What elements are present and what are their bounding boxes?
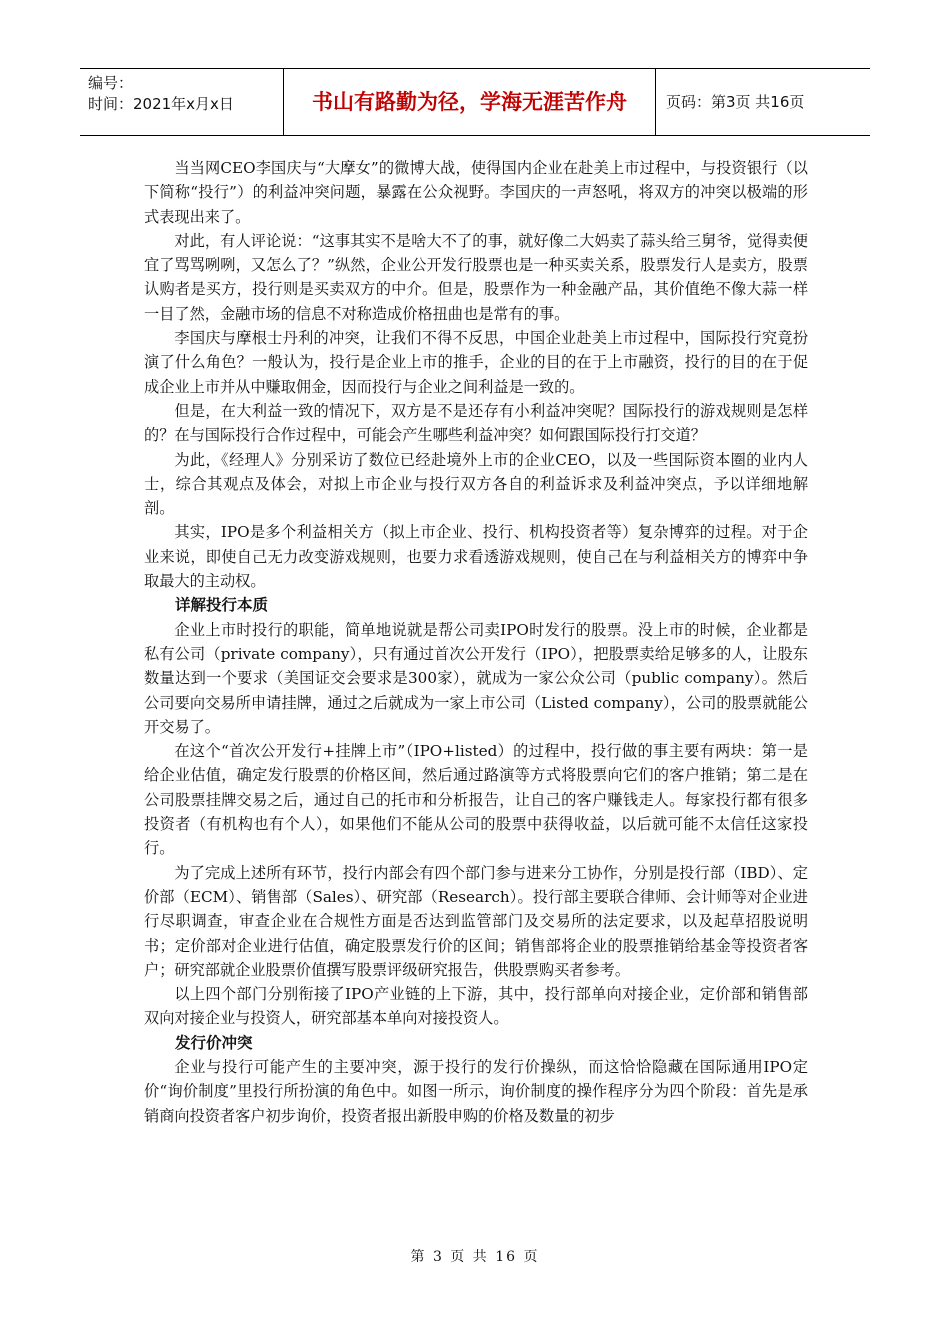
header-motto: 书山有路勤为径，学海无涯苦作舟 xyxy=(284,69,656,135)
number-label: 编号： xyxy=(88,74,134,92)
header-meta-cell xyxy=(80,69,284,135)
paragraph: 以上四个部门分别衔接了IPO产业链的上下游，其中，投行部单向对接企业，定价部和销售部双向对接企业与投资人，研究部基本单向对接投资人。 xyxy=(144,985,808,1028)
paragraph: 但是，在大利益一致的情况下，双方是不是还存有小利益冲突呢？国际投行的游戏规则是怎样的？在与国际投行合作过程中，可能会产生哪些利益冲突？如何跟国际投行打交道？ xyxy=(144,401,808,445)
paragraph: 李国庆与摩根士丹利的冲突，让我们不得不反思，中国企业赴美上市过程中，国际投行究竟扮演了什么角色？一般认为，投行是企业上市的推手，企业的目的在于上市融资，投行的目的在于促成企业上市并从中赚取佣金，因而投行与企业之间利益是一致的。 xyxy=(144,329,808,396)
paragraph: 对此，有人评论说：“这事其实不是啥大不了的事，就好像二大妈卖了蒜头给三舅爷，觉得卖便宜了骂骂咧咧，又怎么了？”纵然，企业公开发行股票也是一种买卖关系，股票发行人是卖方，股票认购者是买方，投行则是买卖双方的中介。但是，股票作为一种金融产品，其价值绝不像大蒜一样一目了然，金融市场的信息不对称造成价格扭曲也是常有的事。 xyxy=(144,231,808,323)
paragraph: 为了完成上述所有环节，投行内部会有四个部门参与进来分工协作，分别是投行部（IBD）、定价部（ECM）、销售部（Sales）、研究部（Research）。投行部主要联合律师、会计师等对企业进行尽职调查，审查企业在合规性方面是否达到监管部门及交易所的法定要求，以及起草招股说明书；定价部对企业进行估值，确定股票发行价的区间；销售部将企业的股票推销给基金等投资者客户；研究部就企业股票价值撰写股票评级研究报告，供股票购买者参考。 xyxy=(144,863,808,979)
paragraph: 企业与投行可能产生的主要冲突，源于投行的发行价操纵，而这恰恰隐藏在国际通用IPO定价“询价制度”里投行所扮演的角色中。如图一所示，询价制度的操作程序分为四个阶段：首先是承销商向投资者客户初步询价，投资者报出新股申购的价格及数量的初步 xyxy=(144,1057,808,1125)
page-footer: 第 3 页 共 16 页 xyxy=(410,1249,540,1265)
document-body xyxy=(144,156,808,1128)
section-heading: 发行价冲突 xyxy=(175,1033,253,1052)
header-page-label: 页码：第3页 共16页 xyxy=(666,93,805,111)
section-heading: 详解投行本质 xyxy=(175,596,269,615)
paragraph: 在这个“首次公开发行+挂牌上市”（IPO+listed）的过程中，投行做的事主要有两块：第一是给企业估值，确定发行股票的价格区间，然后通过路演等方式将股票向它们的客户推销；第二是在公司股票挂牌交易之后，通过自己的托市和分析报告，让自己的客户赚钱走人。每家投行都有很多投资者（有机构也有个人），如果他们不能从公司的股票中获得收益，以后就可能不太信任这家投行。 xyxy=(144,742,808,858)
paragraph: 其实，IPO是多个利益相关方（拟上市企业、投行、机构投资者等）复杂博弈的过程。对于企业来说，即使自己无力改变游戏规则，也要力求看透游戏规则，使自己在与利益相关方的博弈中争取最大的主动权。 xyxy=(144,523,808,591)
paragraph: 当当网CEO李国庆与“大摩女”的微博大战，使得国内企业在赴美上市过程中，与投资银行（以下简称“投行”）的利益冲突问题，暴露在公众视野。李国庆的一声怒吼，将双方的冲突以极端的形式表现出来了。 xyxy=(144,159,808,226)
time-label: 时间：2021年x月x日 xyxy=(88,95,234,113)
paragraph: 为此，《经理人》分别采访了数位已经赴境外上市的企业CEO，以及一些国际资本圈的业内人士，综合其观点及体会，对拟上市企业与投行双方各自的利益诉求及利益冲突点，予以详细地解剖。 xyxy=(144,450,808,518)
page-header xyxy=(80,68,870,136)
paragraph: 企业上市时投行的职能，简单地说就是帮公司卖IPO时发行的股票。没上市的时候，企业都是私有公司（private company），只有通过首次公开发行（IPO），把股票卖给足够多的人，让股东数量达到一个要求（美国证交会要求是300家），就成为一家公众公司（public company）。然后公司要向交易所申请挂牌，通过之后就成为一家上市公司（Listed company），公司的股票就能公开交易了。 xyxy=(144,620,808,736)
